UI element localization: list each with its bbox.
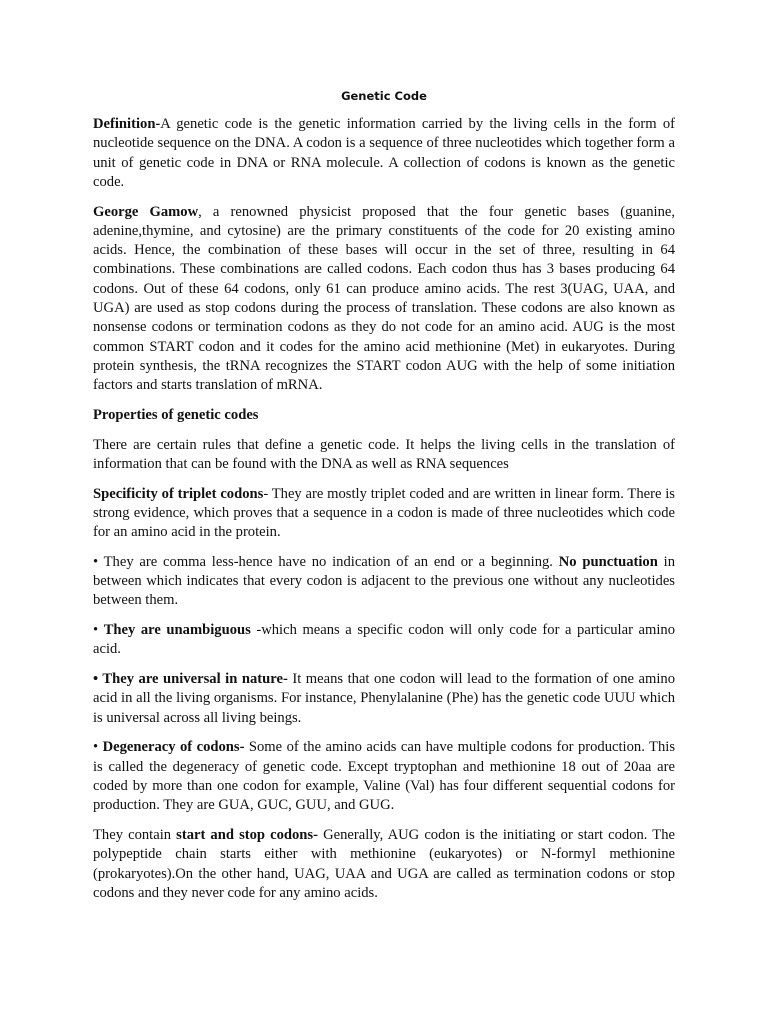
degeneracy-bold: Degeneracy of codons-: [102, 739, 245, 756]
degeneracy-pre: •: [93, 739, 103, 756]
degeneracy-paragraph: [93, 738, 675, 815]
rules-paragraph: [93, 436, 675, 475]
degeneracy-post: Some of the amino acids can have multiple codons for production. This is called the degeneracy of genetic code. Except tryptophan and methionine 18 out of 20aa are coded by more than one codon for example, Valine (Val) has four different sequential codons for production. They are GUA, GUC, GUU, and GUG.: [93, 739, 675, 814]
definition-paragraph: [93, 115, 675, 192]
gamow-lead: George Gamow: [93, 203, 199, 220]
rules-text: There are certain rules that define a genetic code. It helps the living cells in the translation of information that can be found with the DNA as well as RNA sequences: [93, 436, 675, 472]
start-stop-post: Generally, AUG codon is the initiating or start codon. The polypeptide chain starts either with methionine (eukaryotes) or N-formyl methionine (prokaryotes).On the other hand, UAG, UAA and UGA are called as termination codons or stop codons and they never code for any amino acids.: [93, 827, 675, 901]
unambiguous-paragraph: [93, 621, 675, 660]
unambiguous-bold: They are unambiguous: [103, 622, 251, 639]
document-page: [93, 86, 675, 914]
universal-paragraph: [93, 670, 675, 728]
gamow-text: , a renowned physicist proposed that the four genetic bases (guanine, adenine,thymine, and cytosine) are the primary constituents of the code for 20 existing amino acids. Hence, the combination of these bases will occur in the set of three, resulting in 64 combinations. These combinations are called codons. Each codon thus has 3 bases producing 64 codons. Out of these 64 codons, only 61 can produce amino acids. The rest 3(UAG, UAA, and UGA) are used as stop codons during the process of translation. These codons are also known as nonsense codons or termination codons as they do not code for an amino acid. AUG is the most common START codon and it codes for the amino acid methionine (Met) in eukaryotes. During protein synthesis, the tRNA recognizes the START codon AUG with the help of some initiation factors and starts translation of mRNA.: [93, 203, 675, 394]
properties-heading-text: Properties of genetic codes: [93, 406, 259, 423]
universal-post: It means that one codon will lead to the formation of one amino acid in all the living organisms. For instance, Phenylalanine (Phe) has the genetic code UUU which is universal across all living beings.: [93, 671, 675, 726]
specificity-text: - They are mostly triplet coded and are written in linear form. There is strong evidence, which proves that a sequence in a codon is made of three nucleotides which code for an amino acid in the protein.: [93, 485, 675, 541]
definition-lead: Definition-: [93, 116, 161, 132]
properties-heading: [93, 406, 675, 425]
universal-bold: • They are universal in nature-: [93, 671, 288, 688]
comma-less-paragraph: [93, 553, 675, 611]
start-stop-paragraph: [93, 826, 675, 903]
unambiguous-pre: •: [93, 622, 104, 639]
document-title: Genetic Code: [341, 89, 427, 103]
definition-text: A genetic code is the genetic information carried by the living cells in the form of nucleotide sequence on the DNA. A codon is a sequence of three nucleotides which together form a unit of genetic code in DNA or RNA molecule. A collection of codons is known as the genetic code.: [93, 116, 675, 190]
unambiguous-post: -which means a specific codon will only code for a particular amino acid.: [93, 622, 675, 658]
comma-less-pre: • They are comma less-hence have no indication of an end or a beginning.: [93, 553, 559, 570]
comma-less-post: in between which indicates that every codon is adjacent to the previous one without any nucleotides between them.: [93, 553, 675, 609]
comma-less-bold: No punctuation: [558, 553, 658, 570]
start-stop-pre: They contain: [93, 827, 177, 844]
start-stop-bold: start and stop codons-: [176, 827, 318, 844]
specificity-paragraph: [93, 485, 675, 543]
gamow-paragraph: [93, 203, 675, 396]
specificity-lead: Specificity of triplet codons: [93, 485, 264, 502]
